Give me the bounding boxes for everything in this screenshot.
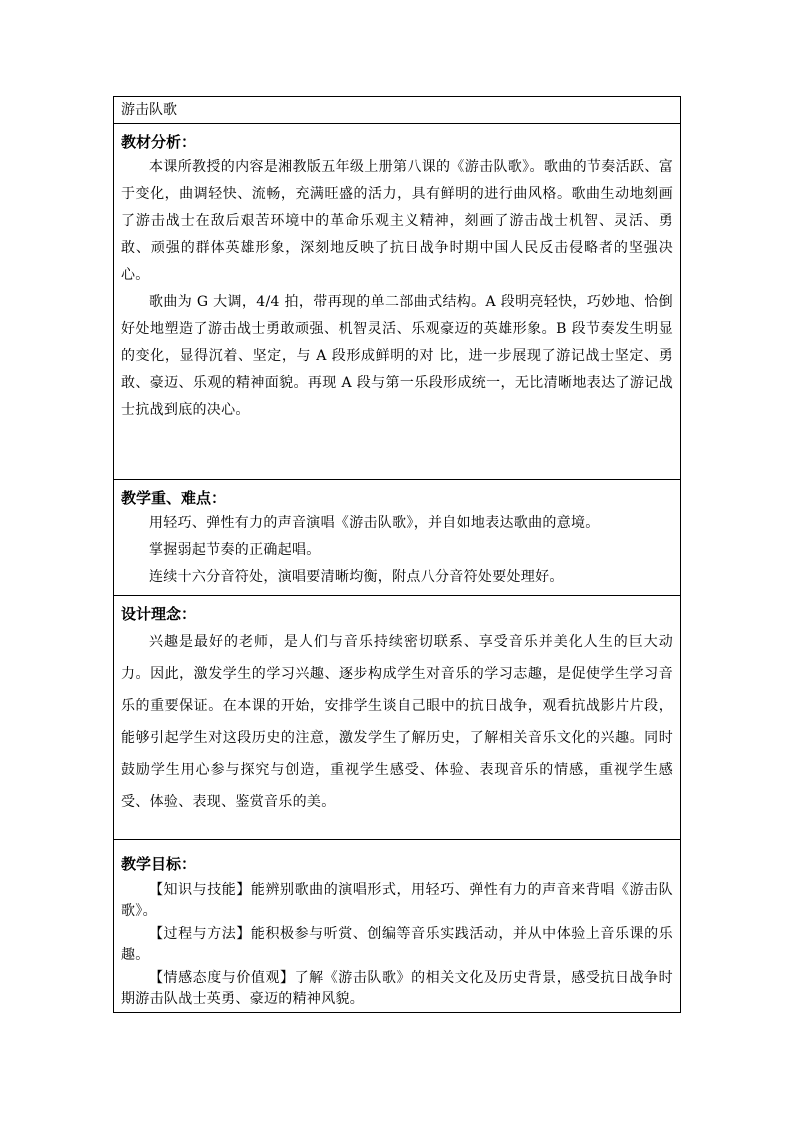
section-paragraph: 用轻巧、弹性有力的声音演唱《游击队歌》，并自如地表达歌曲的意境。 [149, 515, 600, 531]
section-paragraph: 兴趣是最好的老师，是人们与音乐持续密切联系、享受音乐并美化人生的巨大动力。因此，激发学生的学习兴趣、逐步构成学生对音乐的学习志趣，是促使学生学习音乐的重要保证。在本课的开始，安排学生谈自己眼中的抗日战争，观看抗战影片片段，能够引起学生对这段历史的注意，激发学生了解历史，了解相关音乐文化的兴趣。同时鼓励学生用心参与探究与创造，重视学生感受、体验、表现音乐的情感，重视学生感受、体验、表现、鉴赏音乐的美。 [121, 634, 673, 810]
section-heading: 教学重、难点： [121, 489, 227, 507]
section-paragraph: 歌曲为 G 大调，4/4 拍，带再现的单二部曲式结构。A 段明亮轻快，巧妙地、恰倒好处地塑造了游击战士勇敢顽强、机智灵活、乐观豪迈的英雄形象。B 段节奏发生明显的变化，显得沉着、坚定，与 A 段形成鲜明的对 比，进一步展现了游记战士坚定、勇敢、豪迈、乐观的精神面貌。再现 A 段与第一乐段形成统一，无比清晰地表达了游记战士抗战到底的决心。 [121, 294, 673, 418]
section-textbook-analysis [114, 124, 681, 480]
title-row [114, 97, 681, 124]
section-heading: 教材分析： [121, 133, 197, 151]
section-cell [114, 124, 681, 480]
section-heading: 教学目标： [121, 855, 197, 873]
section-paragraph: 掌握弱起节奏的正确起唱。 [149, 542, 321, 558]
section-paragraph: 【情感态度与价值观】了解《游击队歌》的相关文化及历史背景，感受抗日战争时期游击队战士英勇、豪迈的精神风貌。 [121, 970, 673, 1007]
section-key-difficult-points [114, 480, 681, 596]
section-cell [114, 480, 681, 596]
section-cell [114, 596, 681, 840]
section-teaching-objectives [114, 840, 681, 1013]
lesson-title: 游击队歌 [114, 97, 681, 124]
section-paragraph: 本课所教授的内容是湘教版五年级上册第八课的《游击队歌》。歌曲的节奏活跃、富于变化，曲调轻快、流畅，充满旺盛的活力，具有鲜明的进行曲风格。歌曲生动地刻画了游击战士在敌后艰苦环境中的革命乐观主义精神，刻画了游击战士机智、灵活、勇敢、顽强的群体英雄形象，深刻地反映了抗日战争时期中国人民反击侵略者的坚强决心。 [121, 159, 673, 283]
section-design-concept [114, 596, 681, 840]
section-paragraph: 连续十六分音符处，演唱要清晰均衡，附点八分音符处要处理好。 [149, 569, 564, 585]
section-cell [114, 840, 681, 1013]
section-heading: 设计理念： [121, 605, 197, 623]
lesson-plan-table [113, 96, 681, 1013]
section-paragraph: 【过程与方法】能积极参与听赏、创编等音乐实践活动，并从中体验上音乐课的乐趣。 [121, 926, 673, 963]
section-paragraph: 【知识与技能】能辨别歌曲的演唱形式，用轻巧、弹性有力的声音来背唱《游击队歌》。 [121, 882, 673, 919]
